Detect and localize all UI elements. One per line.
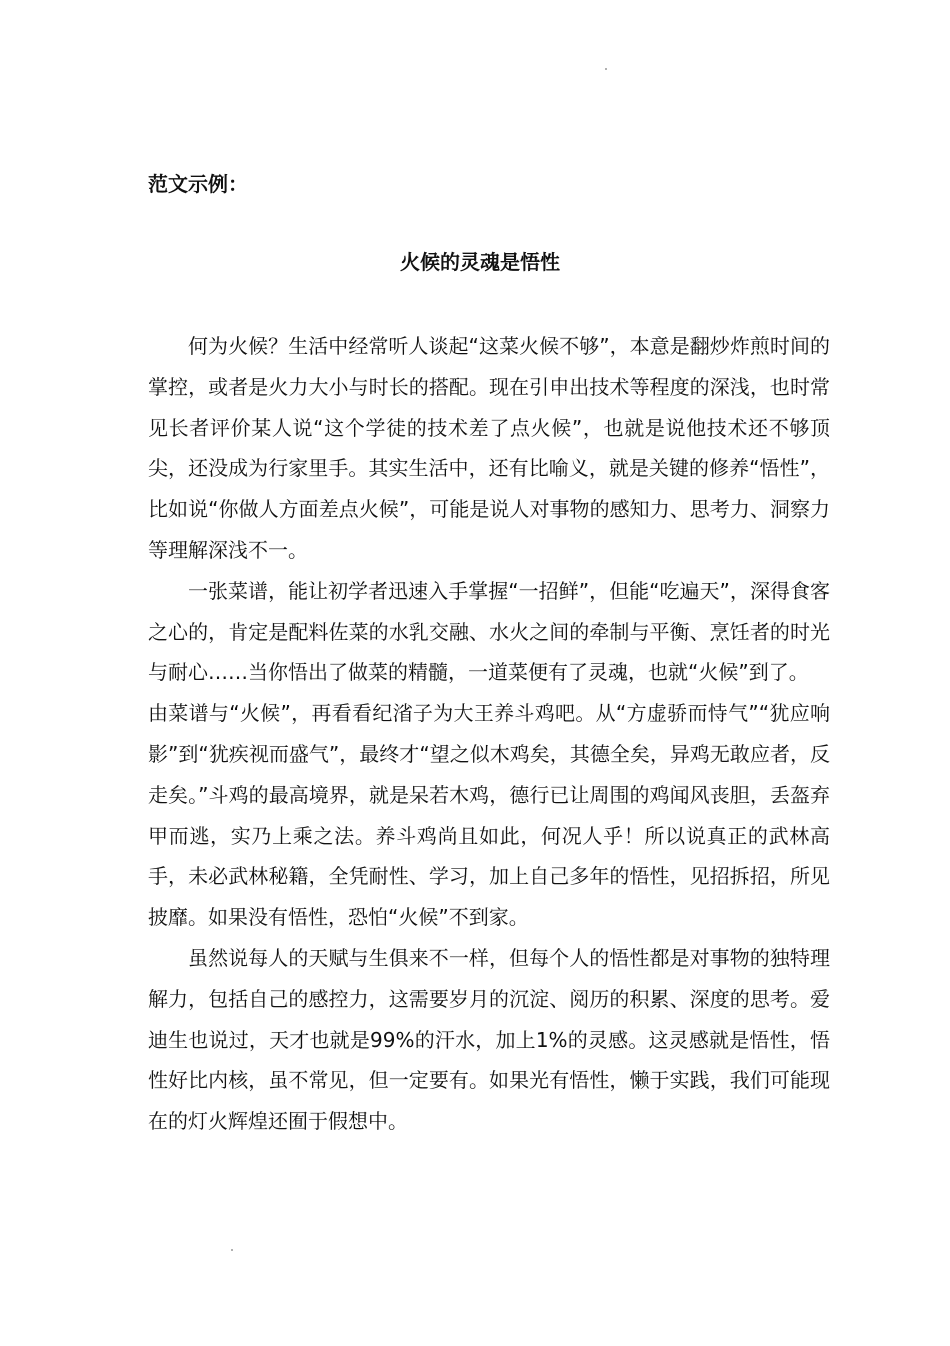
paragraph-3: 由菜谱与“火候”，再看看纪渻子为大王养斗鸡吧。从“方虚骄而恃气”“犹应响影”到“犹疾视而盛气”，最终才“望之似木鸡矣，其德全矣，异鸡无敢应者，反走矣。”斗鸡的最高境界，就是呆若木鸡，德行已让周围的鸡闻风丧胆，丢盔弃甲而逃，实乃上乘之法。养斗鸡尚且如此，何况人乎！所以说真正的武林高手，未必武林秘籍，全凭耐性、学习，加上自己多年的悟性，见招拆招，所见披靡。如果没有悟性，恐怕“火候”不到家。: [148, 701, 830, 930]
paragraph-2: 一张菜谱，能让初学者迅速入手掌握“一招鲜”，但能“吃遍天”，深得食客之心的，肯定是配料佐菜的水乳交融、水火之间的牵制与平衡、烹饪者的时光与耐心……当你悟出了做菜的精髓，一道菜便有了灵魂，也就“火候”到了。: [148, 578, 830, 685]
article-body: [148, 326, 830, 1142]
section-label: 范文示例：: [148, 172, 248, 196]
paragraph-4: 虽然说每人的天赋与生俱来不一样，但每个人的悟性都是对事物的独特理解力，包括自己的感控力，这需要岁月的沉淀、阅历的积累、深度的思考。爱迪生也说过，天才也就是99%的汗水，加上1%的灵感。这灵感就是悟性，悟性好比内核，虽不常见，但一定要有。如果光有悟性，懒于实践，我们可能现在的灯火辉煌还囿于假想中。: [148, 945, 830, 1134]
scan-speck: [605, 68, 607, 70]
article-title: 火候的灵魂是悟性: [400, 250, 560, 274]
scan-speck: [231, 1249, 233, 1251]
paragraph-1: 何为火候？生活中经常听人谈起“这菜火候不够”，本意是翻炒炸煎时间的掌控，或者是火力大小与时长的搭配。现在引申出技术等程度的深浅，也时常见长者评价某人说“这个学徒的技术差了点火候”，也就是说他技术还不够顶尖，还没成为行家里手。其实生活中，还有比喻义，就是关键的修养“悟性”，比如说“你做人方面差点火候”，可能是说人对事物的感知力、思考力、洞察力等理解深浅不一。: [148, 334, 830, 562]
